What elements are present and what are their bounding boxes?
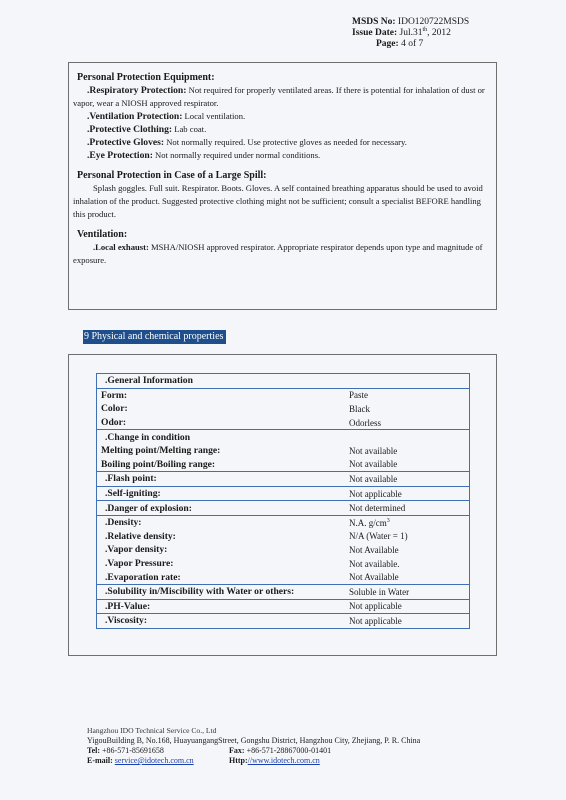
large-spill-text: Splash goggles. Full suit. Respirator. Boots. Gloves. A self contained breathing apparatus should be used to avoid inhalation of the product. Suggested protective clothing might not be sufficient; consult a specialist BEFORE handling this product. (73, 183, 483, 219)
ppe-clothing: .Protective Clothing: Lab coat. (87, 124, 207, 135)
table-row: Form: Paste (101, 389, 368, 401)
properties-table (96, 373, 470, 629)
local-exhaust: .Local exhaust: MSHA/NIOSH approved respirator. Appropriate respirator depends upon type and magnitude of exposure. (73, 242, 483, 265)
ppe-respiratory: .Respiratory Protection: Not required for properly ventilated areas. If there is potential for inhalation of dust or vapor, wear a NIOSH approved respirator. (73, 85, 485, 108)
table-row: .PH-Value: Not applicable (97, 599, 470, 614)
table-row: .Self-igniting: Not applicable (97, 486, 470, 501)
msds-number: MSDS No: IDO120722MSDS (352, 17, 470, 27)
table-row: .Vapor density: Not Available (105, 544, 399, 556)
ppe-eye: .Eye Protection: Not normally required under normal conditions. (87, 150, 321, 161)
ppe-title: Personal Protection Equipment: (77, 72, 215, 83)
table-row: Boiling point/Boiling range: Not available (97, 458, 470, 472)
ppe-gloves: .Protective Gloves: Not normally required. Use protective gloves as needed for necessary. (87, 137, 407, 148)
table-row: .Change in condition (105, 431, 191, 443)
properties-section (68, 354, 497, 656)
table-row: Melting point/Melting range: Not available (101, 445, 398, 457)
table-row: .Danger of explosion: Not determined (97, 501, 470, 516)
telephone: Tel: +86-571-85691658 (87, 746, 164, 755)
large-spill-title: Personal Protection in Case of a Large Spill: (77, 170, 267, 181)
email: E-mail: service@idotech.com.cn (87, 756, 194, 765)
ventilation-title: Ventilation: (77, 229, 128, 240)
table-row: .Solubility in/Miscibility with Water or others: Soluble in Water (97, 584, 470, 599)
website-link[interactable]: //www.idotech.com.cn (247, 756, 320, 765)
table-row: .Evaporation rate: Not Available (97, 570, 470, 584)
section-9-heading: 9 Physical and chemical properties (83, 330, 226, 344)
table-row: .Viscosity: Not applicable (105, 615, 402, 627)
page-number: Page: 4 of 7 (376, 39, 424, 49)
table-row: .Vapor Pressure: Not available. (105, 558, 400, 570)
fax: Fax: +86-571-28867000-01401 (229, 746, 332, 755)
protection-section (68, 62, 497, 310)
issue-date: Issue Date: Jul.31th, 2012 (352, 26, 451, 38)
company-name: Hangzhou IDO Technical Service Co., Ltd (87, 726, 217, 735)
company-address: YigouBuilding B, No.168, HuayuangangStreet, Gongshu District, Hangzhou City, Zhejiang, P. R. China (87, 736, 421, 745)
document-footer (87, 726, 507, 766)
email-link[interactable]: service@idotech.com.cn (114, 756, 194, 765)
table-row: .Density: N.A. $g/cm^3$ (105, 517, 390, 529)
table-row: .General Information (97, 374, 470, 389)
table-row: Odor: Odorless (97, 416, 470, 430)
table-row: Color: Black (101, 403, 370, 415)
table-row: .Relative density: N/A (Water = 1) (105, 530, 408, 542)
ppe-ventilation: .Ventilation Protection: Local ventilation. (87, 111, 246, 122)
website: Http://www.idotech.com.cn (229, 756, 320, 765)
table-row: .Flash point: Not available (97, 472, 470, 487)
document-header (352, 17, 512, 50)
